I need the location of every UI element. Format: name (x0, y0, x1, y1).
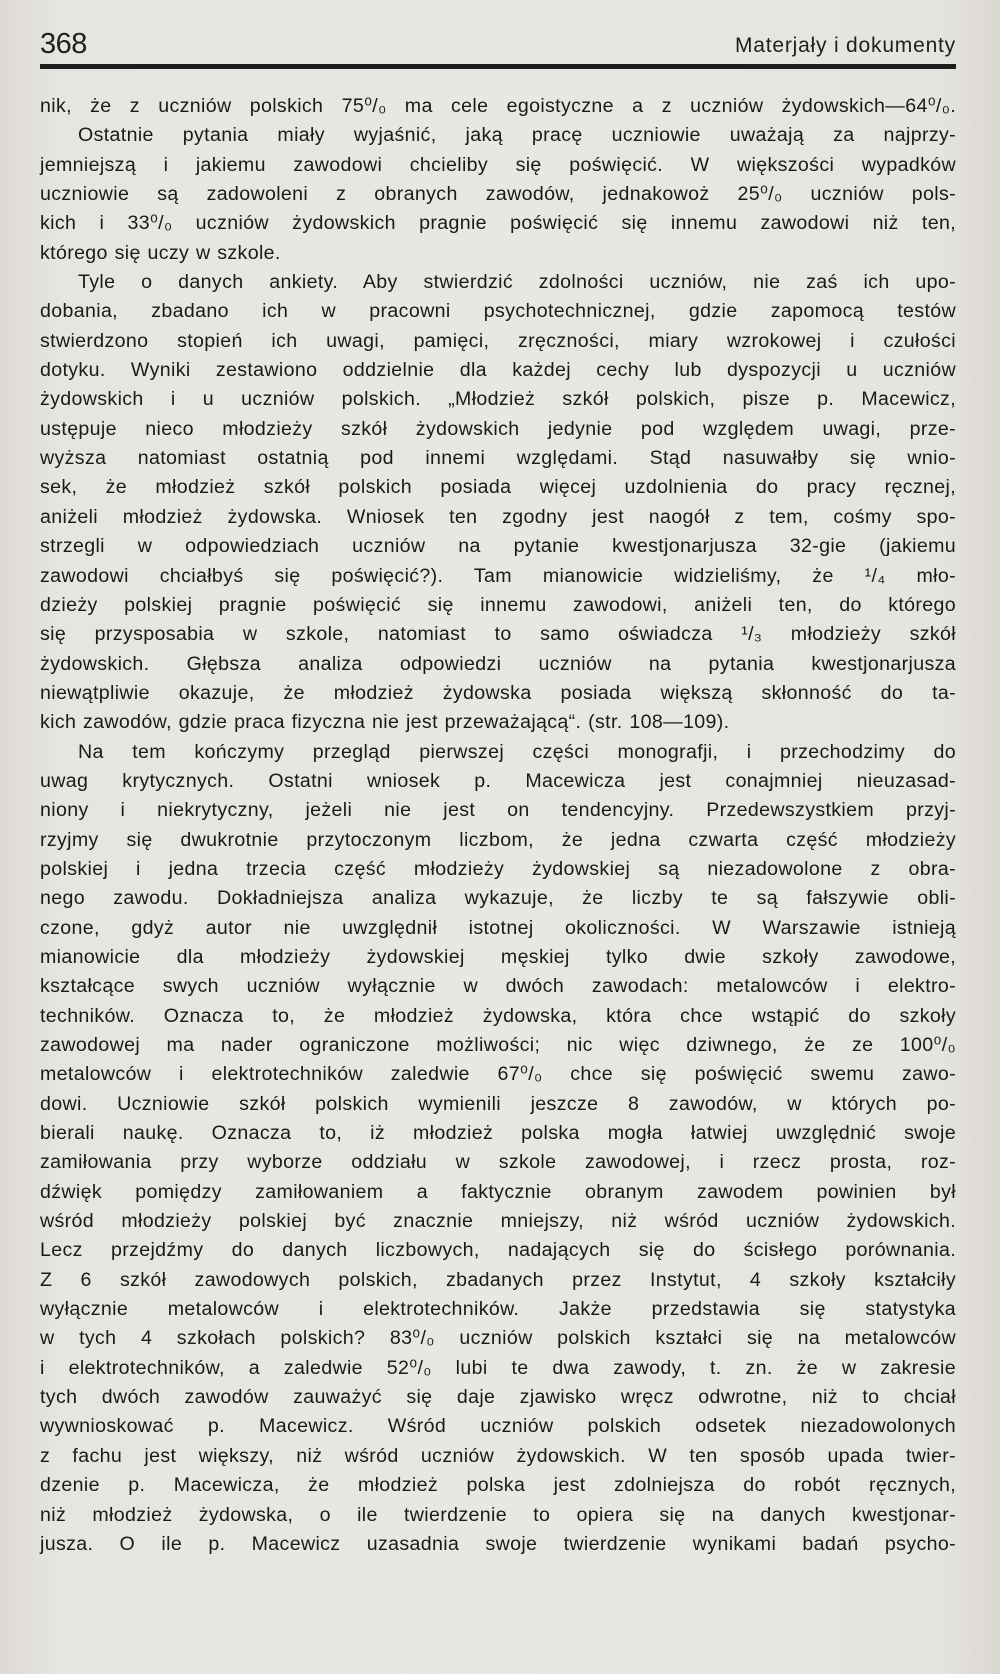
text-line: dźwięk pomiędzy zamiłowaniem a faktycznie obranym zawodem powinien był (40, 1180, 956, 1203)
text-line: tych dwóch zawodów zauważyć się daje zjawisko wręcz odwrotne, niż to chciał (40, 1386, 956, 1409)
text-line: mianowicie dla młodzieży żydowskiej męskiej tylko dwie szkoły zawodowe, (40, 945, 956, 968)
text-line: aniżeli młodzież żydowska. Wniosek ten zgodny jest naogół z tem, cośmy spo- (40, 505, 956, 528)
text-line: kształcące swych uczniów wyłącznie w dwóch zawodach: metalowców i elektro- (40, 975, 956, 998)
text-line: żydowskich i u uczniów polskich. „Młodzież szkół polskich, pisze p. Macewicz, (40, 388, 956, 411)
text-line: wyższa natomiast ostatnią pod innemi względami. Stąd nasuwałby się wnio- (40, 447, 956, 470)
text-line: techników. Oznacza to, że młodzież żydowska, która chce wstąpić do szkoły (40, 1004, 956, 1027)
text-line: wyłącznie metalowców i elektrotechników. Jakże przedstawia się statystyka (40, 1298, 956, 1321)
text-line: w tych 4 szkołach polskich? 83⁰/₀ uczniów polskich kształci się na metalowców (40, 1327, 956, 1350)
text-line: kich zawodów, gdzie praca fizyczna nie jest przeważającą“. (str. 108—109). (40, 711, 730, 734)
text-line: Z 6 szkół zawodowych polskich, zbadanych przez Instytut, 4 szkoły kształciły (40, 1268, 956, 1291)
body-text (40, 92, 956, 1559)
page-header (40, 22, 956, 62)
text-line: nego zawodu. Dokładniejsza analiza wykazuje, że liczby te są fałszywie obli- (40, 887, 956, 910)
text-line: dobania, zbadano ich w pracowni psychotechnicznej, gdzie zapomocą testów (40, 300, 956, 323)
text-line: zamiłowania przy wyborze oddziału w szkole zawodowej, i rzecz prosta, roz- (40, 1151, 956, 1174)
page-number: 368 (40, 28, 87, 60)
text-line: bierali naukę. Oznacza to, iż młodzież polska mogła łatwiej uwzględnić swoje (40, 1122, 956, 1145)
text-line: jemniejszą i jakiemu zawodowi chcieliby się poświęcić. W większości wypadków (40, 153, 956, 176)
text-line: niewątpliwie okazuje, że młodzież żydowska posiada większą skłonność do ta- (40, 681, 956, 704)
text-line: zawodowej ma nader ograniczone możliwości; nic więc dziwnego, że ze 100⁰/₀ (40, 1034, 956, 1056)
text-line: i elektrotechników, a zaledwie 52⁰/₀ lubi te dwa zawody, t. zn. że w zakresie (40, 1356, 956, 1379)
text-line: Ostatnie pytania miały wyjaśnić, jaką pracę uczniowie uważają za najprzy- (78, 124, 956, 147)
text-line: metalowców i elektrotechników zaledwie 67⁰/₀ chce się poświęcić swemu zawo- (40, 1063, 956, 1086)
text-line: czone, gdyż autor nie uwzględnił istotnej okoliczności. W Warszawie istnieją (40, 916, 956, 939)
text-line: dotyku. Wyniki zestawiono oddzielnie dla każdej cechy lub dyspozycji u uczniów (40, 359, 956, 382)
text-line: polskiej i jedna trzecia część młodzieży żydowskiej są niezadowolone z obra- (40, 857, 956, 880)
text-line: dowi. Uczniowie szkół polskich wymienili jeszcze 8 zawodów, w których po- (40, 1092, 956, 1115)
text-line: się przysposabia w szkole, natomiast to samo oświadcza ¹/₃ młodzieży szkół (40, 623, 956, 646)
text-line: ustępuje nieco młodzieży szkół żydowskich jedynie pod względem uwagi, prze- (40, 417, 956, 440)
text-line: żydowskich. Głębsza analiza odpowiedzi uczniów na pytania kwestjonarjusza (40, 652, 956, 675)
text-line: zawodowi chciałbyś się poświęcić?). Tam mianowicie widzieliśmy, że ¹/₄ mło- (40, 564, 956, 587)
text-line: uczniowie są zadowoleni z obranych zawodów, jednakowoż 25⁰/₀ uczniów pols- (40, 183, 956, 206)
text-line: stwierdzono stopień ich uwagi, pamięci, zręczności, miary wzrokowej i czułości (40, 329, 956, 352)
running-title: Materjały i dokumenty (734, 34, 956, 57)
text-line: kich i 33⁰/₀ uczniów żydowskich pragnie poświęcić się innemu zawodowi niż ten, (40, 212, 956, 235)
text-line: dzenie p. Macewicza, że młodzież polska jest zdolniejsza do robót ręcznych, (40, 1474, 956, 1497)
text-line: jusza. O ile p. Macewicz uzasadnia swoje twierdzenie wynikami badań psycho- (40, 1532, 956, 1555)
text-line: nik, że z uczniów polskich 75⁰/₀ ma cele egoistyczne a z uczniów żydowskich—64⁰/₀. (40, 95, 956, 117)
header-rule (40, 64, 956, 69)
text-line: niony i niekrytyczny, jeżeli nie jest on tendencyjny. Przedewszystkiem przyj- (40, 799, 956, 822)
text-line: sek, że młodzież szkół polskich posiada więcej uzdolnienia do pracy ręcznej, (40, 476, 956, 499)
text-line: Lecz przejdźmy do danych liczbowych, nadających się do ścisłego porównania. (40, 1239, 956, 1262)
text-line: strzegli w odpowiedziach uczniów na pytanie kwestjonarjusza 32-gie (jakiemu (40, 535, 956, 558)
text-line: z fachu jest większy, niż wśród uczniów żydowskich. W ten sposób upada twier- (40, 1444, 956, 1467)
text-line: Na tem kończymy przegląd pierwszej części monografji, i przechodzimy do (78, 740, 956, 763)
text-line: wywnioskować p. Macewicz. Wśród uczniów polskich odsetek niezadowolonych (40, 1415, 956, 1438)
text-line: rzyjmy się dwukrotnie przytoczonym liczbom, że jedna czwarta część młodzieży (40, 828, 956, 851)
text-line: wśród młodzieży polskiej być znacznie mniejszy, niż wśród uczniów żydowskich. (40, 1210, 956, 1233)
text-line: dzieży polskiej pragnie poświęcić się innemu zawodowi, aniżeli ten, do którego (40, 593, 956, 616)
text-line: uwag krytycznych. Ostatni wniosek p. Macewicza jest conajmniej nieuzasad- (40, 769, 956, 792)
text-line: niż młodzież żydowska, o ile twierdzenie to opiera się na danych kwestjonar- (40, 1503, 956, 1526)
text-line: Tyle o danych ankiety. Aby stwierdzić zdolności uczniów, nie zaś ich upo- (78, 271, 956, 294)
text-line: którego się uczy w szkole. (40, 241, 281, 264)
